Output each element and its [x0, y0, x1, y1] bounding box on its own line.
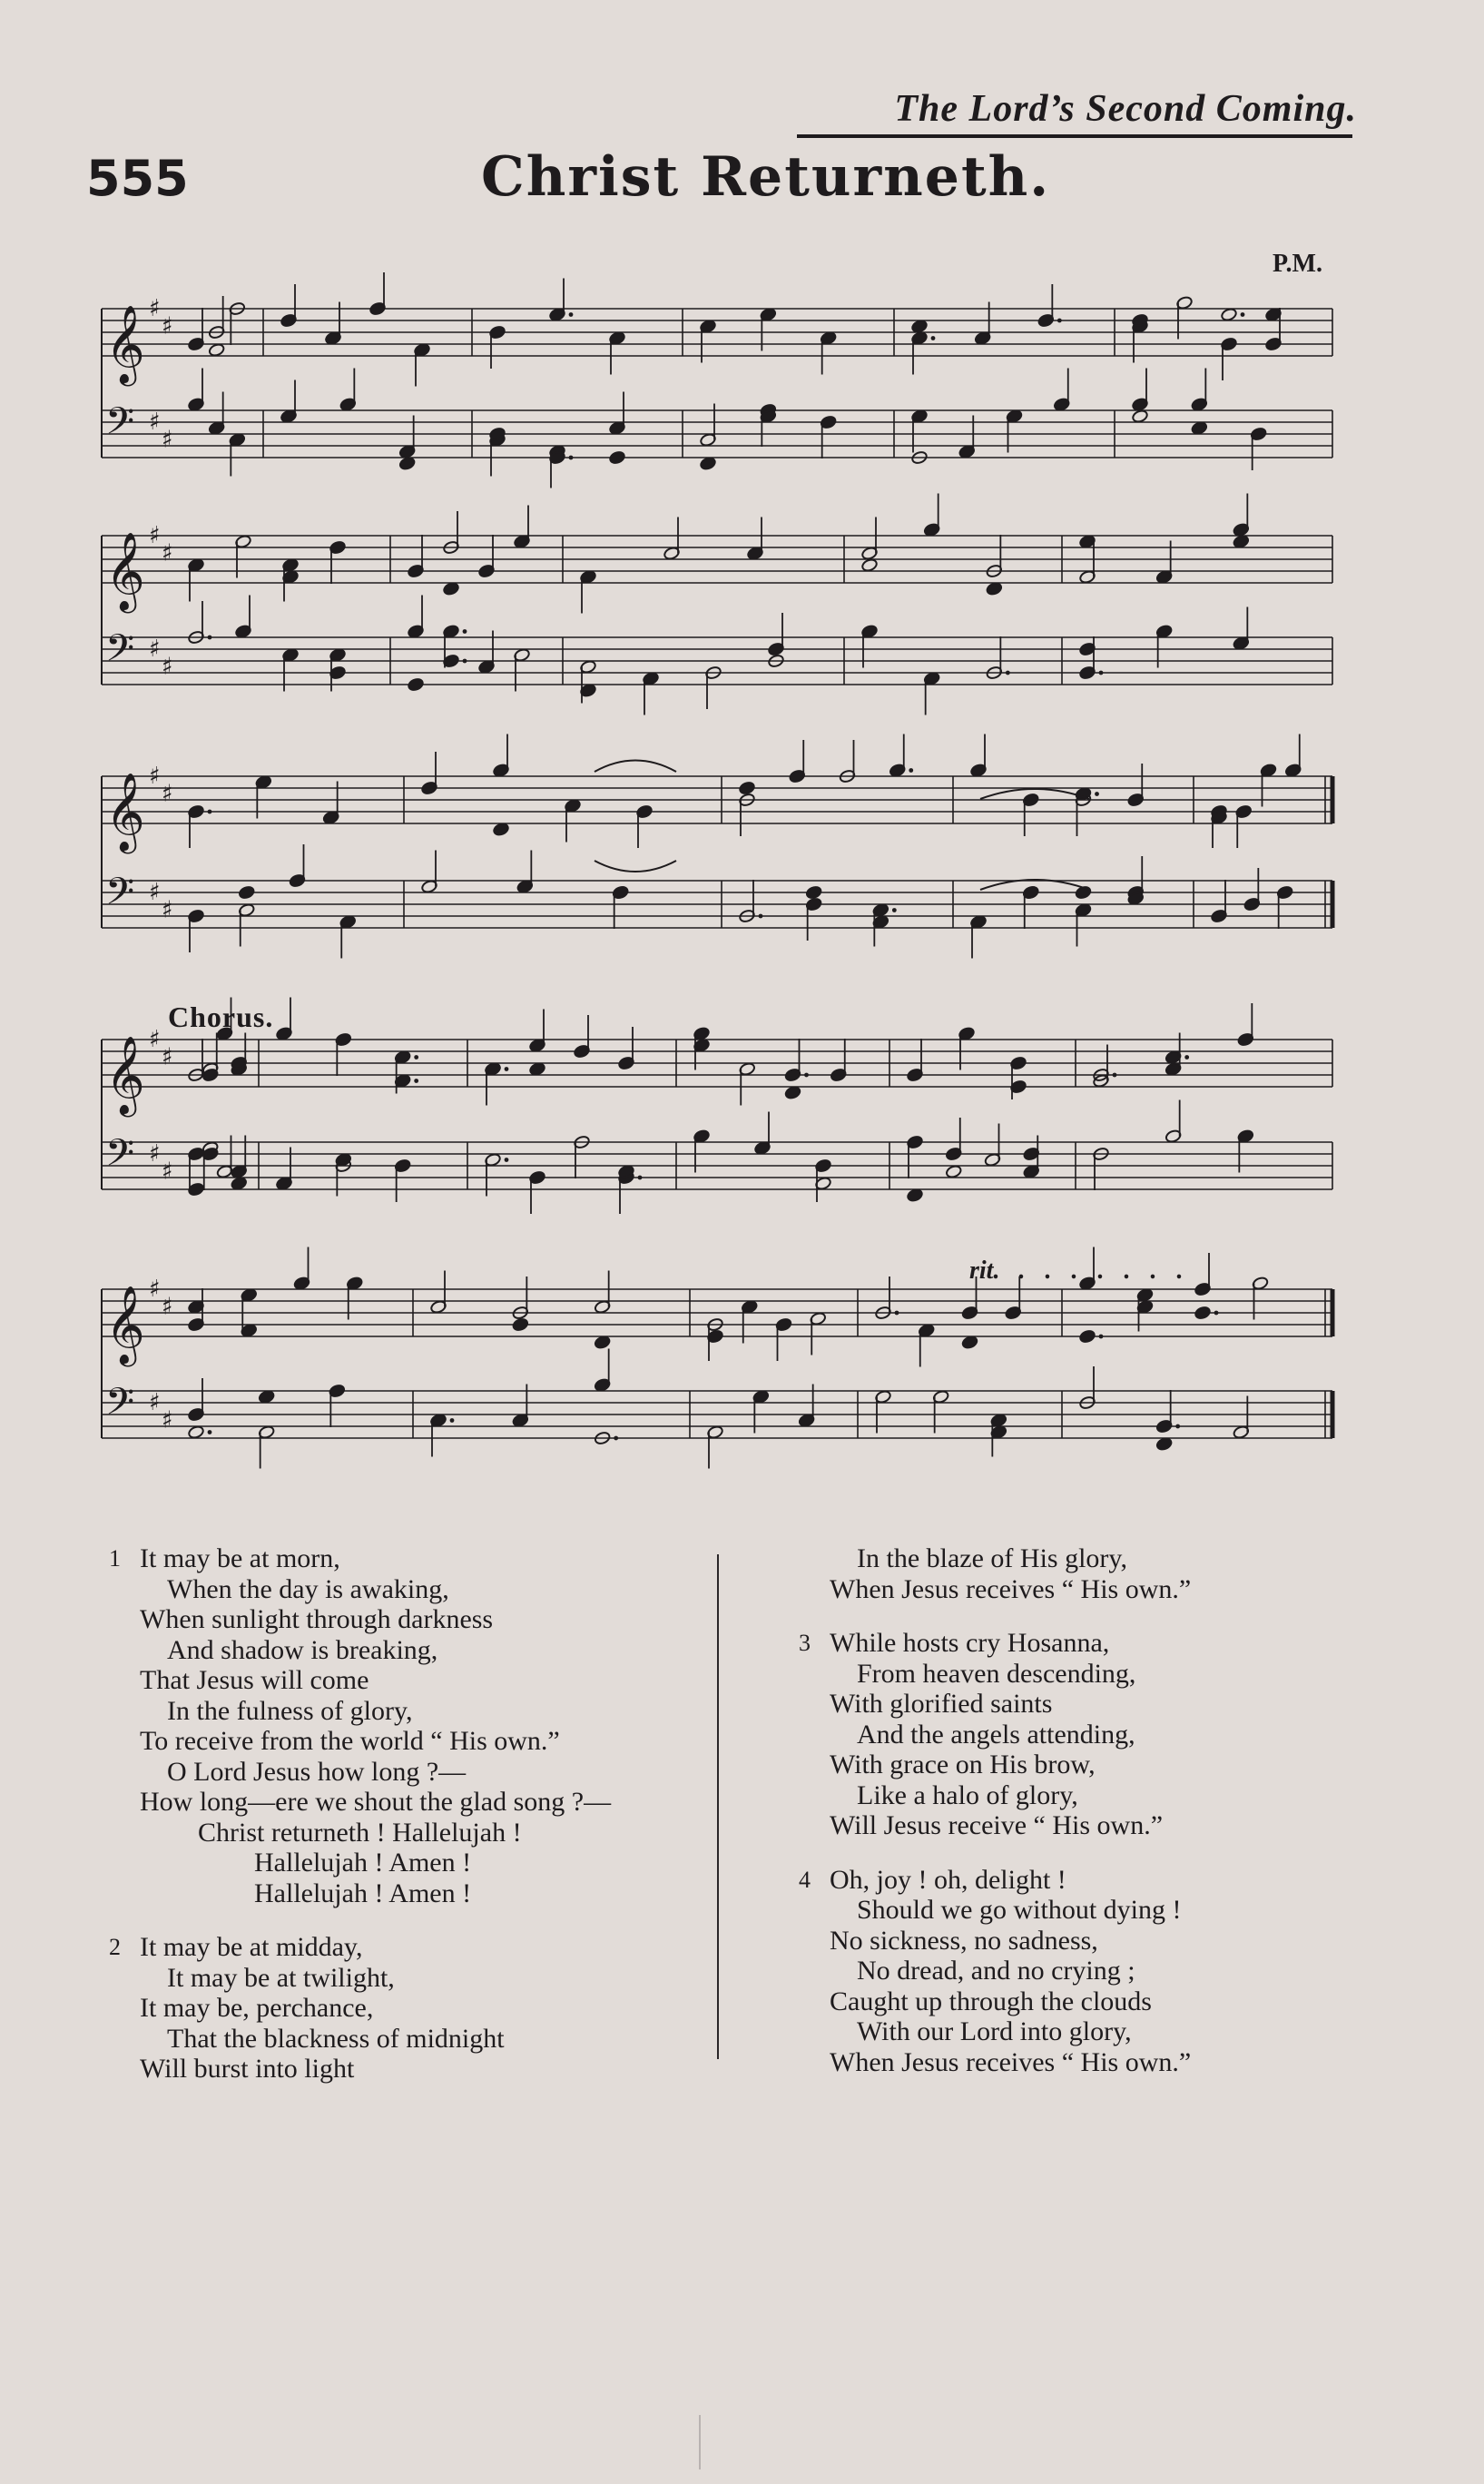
verse-line: Will Jesus receive “ His own.” [830, 1810, 1164, 1840]
verse-line: To receive from the world “ His own.” [140, 1726, 560, 1756]
verse-line: It may be at midday, [140, 1932, 363, 1962]
note-head [512, 1317, 529, 1332]
note-head [861, 557, 879, 572]
note-head [529, 1061, 546, 1076]
dot [1099, 1335, 1104, 1339]
dot [569, 456, 574, 460]
bass-clef: 𝄢 [105, 1380, 135, 1433]
note-head [398, 456, 416, 470]
rit-text: rit. [969, 1257, 1000, 1285]
verse-line: And shadow is breaking, [167, 1634, 438, 1665]
note-head [1191, 420, 1208, 435]
verse-line: In the fulness of glory, [167, 1695, 413, 1726]
sharp-sign: ♯ [149, 636, 161, 663]
dot [1057, 319, 1062, 323]
verses [0, 1543, 1484, 2124]
verse-line: With our Lord into glory, [857, 2016, 1132, 2046]
verse-line: Caught up through the clouds [830, 1986, 1152, 2016]
note-head [1132, 409, 1149, 423]
sharp-sign: ♯ [162, 780, 173, 808]
sharp-sign: ♯ [162, 1406, 173, 1434]
sharp-sign: ♯ [149, 1276, 161, 1303]
treble-clef: 𝄞 [105, 1286, 145, 1364]
verse-line: When the day is awaking, [167, 1573, 449, 1604]
chorus-label: Chorus. [168, 1000, 274, 1033]
verse-line: When sunlight through darkness [140, 1604, 494, 1634]
treble-clef: 𝄞 [105, 773, 145, 851]
note-head [907, 1188, 924, 1202]
sharp-sign: ♯ [149, 1140, 161, 1168]
dot [208, 810, 212, 814]
note-head [739, 781, 756, 795]
treble-clef: 𝄞 [105, 532, 145, 610]
note-head [911, 319, 929, 333]
verse-line: Christ returneth ! Hallelujah ! [198, 1817, 522, 1848]
note-head [258, 1389, 275, 1404]
sharp-sign: ♯ [149, 879, 161, 906]
verse-1 [109, 1543, 708, 1908]
verse-line: No sickness, no sadness, [830, 1925, 1098, 1956]
sharp-sign: ♯ [149, 522, 161, 549]
dot [638, 1176, 643, 1180]
slur [595, 861, 676, 872]
dot [463, 629, 467, 634]
sharp-sign: ♯ [149, 763, 161, 790]
sharp-sign: ♯ [149, 1026, 161, 1053]
verse-line: How long—ere we shout the glad song ?— [140, 1787, 612, 1817]
verse-line: Hallelujah ! Amen ! [254, 1848, 472, 1878]
verse-2 [109, 1932, 708, 2085]
slur [595, 761, 676, 773]
note-head [493, 822, 510, 836]
dot [1113, 1073, 1117, 1078]
dot [931, 336, 936, 340]
verse-line: And the angels attending, [857, 1719, 1135, 1750]
verse-number: 1 [109, 1545, 121, 1572]
dot [909, 768, 913, 773]
dot [892, 908, 897, 912]
bass-clef: 𝄢 [105, 399, 135, 452]
dot [1175, 1424, 1180, 1429]
dot [759, 914, 763, 919]
sharp-sign: ♯ [162, 653, 173, 681]
verse-line: That the blackness of midnight [167, 2023, 505, 2054]
verse-4 [799, 1865, 1343, 2078]
verses-left-column [109, 1543, 708, 2108]
note-head [443, 581, 460, 596]
note-head [208, 342, 225, 357]
verse-line: In the blaze of His glory, [857, 1543, 1127, 1573]
dot [1006, 671, 1010, 675]
verse-line: O Lord Jesus how long ?— [167, 1756, 467, 1787]
verse-line: Hallelujah ! Amen ! [254, 1878, 472, 1908]
note-head [188, 1424, 205, 1439]
verse-line: It may be at morn, [140, 1543, 340, 1573]
verse-line: While hosts cry Hosanna, [830, 1628, 1110, 1658]
note-head [986, 581, 1003, 596]
dot [569, 312, 574, 317]
bass-clef: 𝄢 [105, 626, 135, 679]
note-head [408, 677, 425, 692]
verse-3 [799, 1628, 1343, 1841]
sharp-sign: ♯ [162, 1293, 173, 1321]
ritardando-marking [969, 1257, 1203, 1286]
dot [414, 1079, 418, 1083]
hymn-number: 555 [86, 150, 189, 207]
note-head [945, 1164, 962, 1178]
section-header: The Lord’s Second Coming. [894, 88, 1357, 130]
verse-line: When Jesus receives “ His own.” [830, 2046, 1192, 2077]
sharp-sign: ♯ [162, 1043, 173, 1071]
verse-2 [799, 1543, 1343, 1604]
note-head [594, 1335, 611, 1349]
verse-line: Like a halo of glory, [857, 1779, 1078, 1810]
verse-line: No dread, and no crying ; [857, 1956, 1135, 1986]
rit-dots: ....... [1018, 1257, 1204, 1285]
note-head [231, 1176, 248, 1190]
dot [208, 636, 212, 640]
verse-line: That Jesus will come [140, 1665, 369, 1695]
hymn-title: Christ Returneth. [481, 145, 1051, 209]
sharp-sign: ♯ [162, 312, 173, 340]
note-head [784, 1085, 801, 1099]
dot [414, 1055, 418, 1060]
verse-line: When Jesus receives “ His own.” [830, 1573, 1192, 1604]
verse-line: With glorified saints [830, 1689, 1053, 1719]
sharp-sign: ♯ [162, 426, 173, 454]
note-head [1233, 534, 1250, 548]
verse-line: It may be at twilight, [167, 1962, 395, 1993]
sharp-sign: ♯ [149, 409, 161, 436]
verse-line: It may be, perchance, [140, 1993, 374, 2023]
dot [1214, 1311, 1219, 1316]
note-head [1194, 1306, 1212, 1320]
dot [804, 1073, 809, 1078]
dot [463, 659, 467, 664]
sharp-sign: ♯ [149, 1389, 161, 1416]
verse-line: Oh, joy ! oh, delight ! [830, 1864, 1066, 1895]
bass-clef: 𝄢 [105, 1131, 135, 1184]
note-head [238, 885, 255, 900]
note-head [1079, 1329, 1096, 1344]
dot [1241, 312, 1245, 317]
dot [450, 1418, 455, 1423]
dot [208, 1430, 212, 1434]
note-head [700, 456, 717, 470]
verse-line: Will burst into light [140, 2054, 355, 2084]
dot [895, 1311, 899, 1316]
sharp-sign: ♯ [149, 295, 161, 322]
note-head [805, 885, 822, 900]
note-head [1155, 1436, 1173, 1451]
dot [1095, 792, 1099, 796]
verse-line: With grace on His brow, [830, 1750, 1096, 1779]
bass-clef: 𝄢 [105, 870, 135, 922]
dot [614, 1436, 618, 1441]
dot [505, 1067, 509, 1071]
sharp-sign: ♯ [162, 539, 173, 567]
verse-line: Should we go without dying ! [857, 1895, 1182, 1925]
sharp-sign: ♯ [162, 896, 173, 924]
verse-number: 3 [799, 1630, 811, 1656]
verse-number: 2 [109, 1934, 121, 1960]
note-head [961, 1335, 978, 1349]
dot [1184, 1055, 1189, 1060]
dot [1099, 671, 1104, 675]
note-head [609, 450, 626, 465]
dot [505, 1158, 509, 1162]
page-mark [699, 2415, 701, 2469]
meter-marking: P.M. [1273, 250, 1322, 278]
verses-right-column [799, 1543, 1343, 2101]
verse-line: From heaven descending, [857, 1658, 1136, 1689]
sharp-sign: ♯ [162, 1158, 173, 1186]
note-head [1221, 307, 1238, 321]
treble-clef: 𝄞 [105, 1036, 145, 1114]
verse-number: 4 [799, 1866, 811, 1893]
treble-clef: 𝄞 [105, 305, 145, 383]
